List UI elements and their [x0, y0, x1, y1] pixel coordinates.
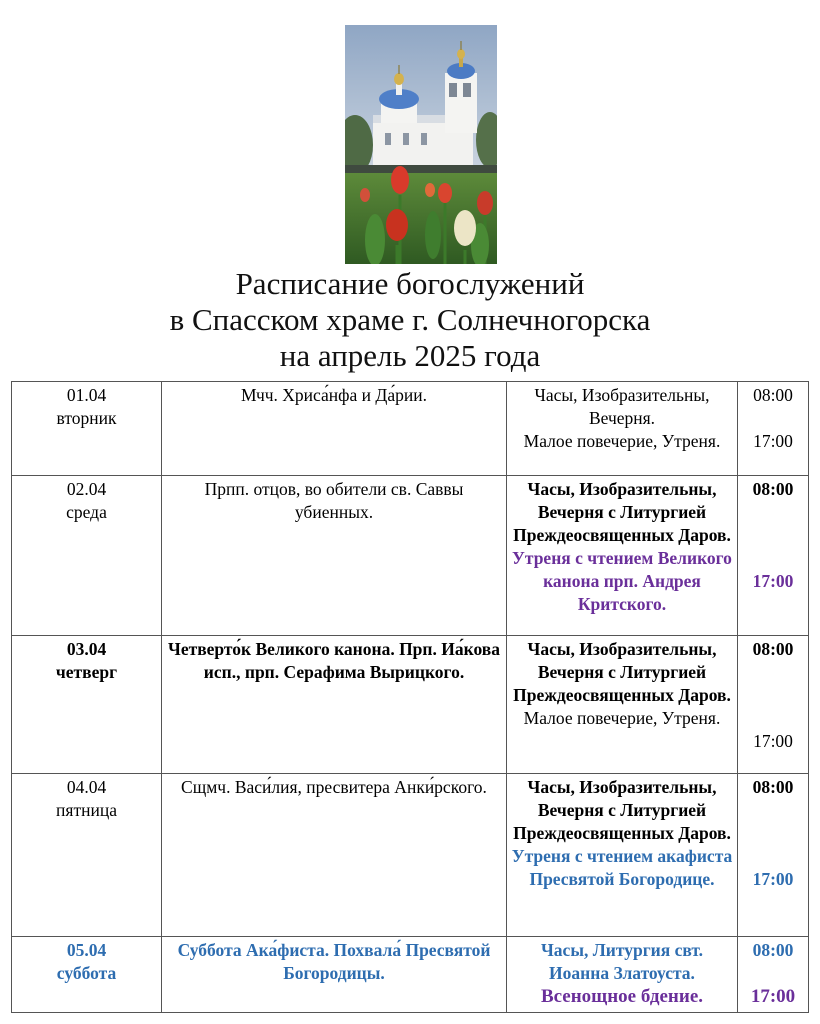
saint-cell — [162, 937, 507, 1013]
schedule-table — [11, 381, 809, 1013]
service-time: 08:00 — [752, 479, 794, 499]
saint-cell — [162, 382, 507, 476]
service-text: Часы, Литургия свт. Иоанна Златоуста. — [540, 940, 704, 983]
services-cell — [507, 937, 738, 1013]
service-text: Часы, Изобразительны, Вечерня. — [534, 385, 710, 428]
service-time: 08:00 — [752, 639, 794, 659]
service-text: Утреня с чтением Великого канона прп. Андрея Критского. — [512, 548, 732, 614]
service-text: Малое повечерие, Утреня. — [523, 708, 721, 728]
weekday: пятница — [56, 800, 117, 820]
time-cell — [738, 476, 809, 636]
date: 03.04 — [66, 639, 107, 659]
service-time: 17:00 — [753, 431, 793, 451]
saint-cell — [162, 476, 507, 636]
service-text: Малое повечерие, Утреня. — [523, 431, 721, 451]
date: 01.04 — [66, 385, 107, 405]
heading-line-1: Расписание богослужений — [235, 266, 585, 301]
saint-text: Мчч. Хриса́нфа и Да́рии. — [241, 385, 427, 405]
time-cell — [738, 937, 809, 1013]
saint-text: Сщмч. Васи́лия, пресвитера Анки́рского. — [181, 777, 487, 797]
date-cell — [12, 774, 162, 937]
service-text: Часы, Изобразительны, Вечерня с Литургией Преждеосвященных Даров. — [513, 639, 731, 705]
heading-line-2: в Спасском храме г. Солнечногорска — [169, 302, 651, 337]
service-time: 08:00 — [752, 940, 794, 960]
service-text: Утреня с чтением акафиста Пресвятой Богородице. — [511, 846, 733, 889]
service-time: 17:00 — [753, 731, 793, 751]
weekday: среда — [66, 502, 107, 522]
weekday: четверг — [55, 662, 118, 682]
services-cell — [507, 382, 738, 476]
date-cell — [12, 636, 162, 774]
date: 04.04 — [66, 777, 107, 797]
date-cell — [12, 382, 162, 476]
schedule-heading — [0, 266, 820, 374]
date: 05.04 — [66, 940, 107, 960]
saint-text: Прпп. отцов, во обители св. Саввы убиенных. — [204, 479, 464, 522]
table-row — [12, 382, 809, 476]
service-time: 08:00 — [752, 777, 794, 797]
service-time: 08:00 — [753, 385, 793, 405]
service-time: 17:00 — [752, 869, 794, 889]
saint-text: Четверто́к Великого канона. Прп. Иа́кова исп., прп. Серафима Вырицкого. — [168, 639, 500, 682]
table-row — [12, 636, 809, 774]
services-cell — [507, 476, 738, 636]
weekday: суббота — [56, 963, 117, 983]
services-cell — [507, 774, 738, 937]
services-cell — [507, 636, 738, 774]
table-row — [12, 937, 809, 1013]
service-text: Всенощное бдение. — [540, 986, 704, 1007]
saint-text: Суббота Ака́фиста. Похвала́ Пресвятой Богородицы. — [177, 940, 491, 983]
service-time: 17:00 — [752, 571, 794, 591]
weekday: вторник — [56, 408, 117, 428]
table-row — [12, 774, 809, 937]
service-text: Часы, Изобразительны, Вечерня с Литургией Преждеосвященных Даров. — [513, 777, 731, 843]
heading-line-3: на апрель 2025 года — [279, 338, 541, 373]
church-photo — [345, 25, 497, 264]
time-cell — [738, 382, 809, 476]
time-cell — [738, 774, 809, 937]
saint-cell — [162, 774, 507, 937]
date-cell — [12, 476, 162, 636]
table-row — [12, 476, 809, 636]
date-cell — [12, 937, 162, 1013]
service-time: 17:00 — [750, 986, 796, 1007]
saint-cell — [162, 636, 507, 774]
date: 02.04 — [66, 479, 107, 499]
time-cell — [738, 636, 809, 774]
service-text: Часы, Изобразительны, Вечерня с Литургией Преждеосвященных Даров. — [513, 479, 731, 545]
